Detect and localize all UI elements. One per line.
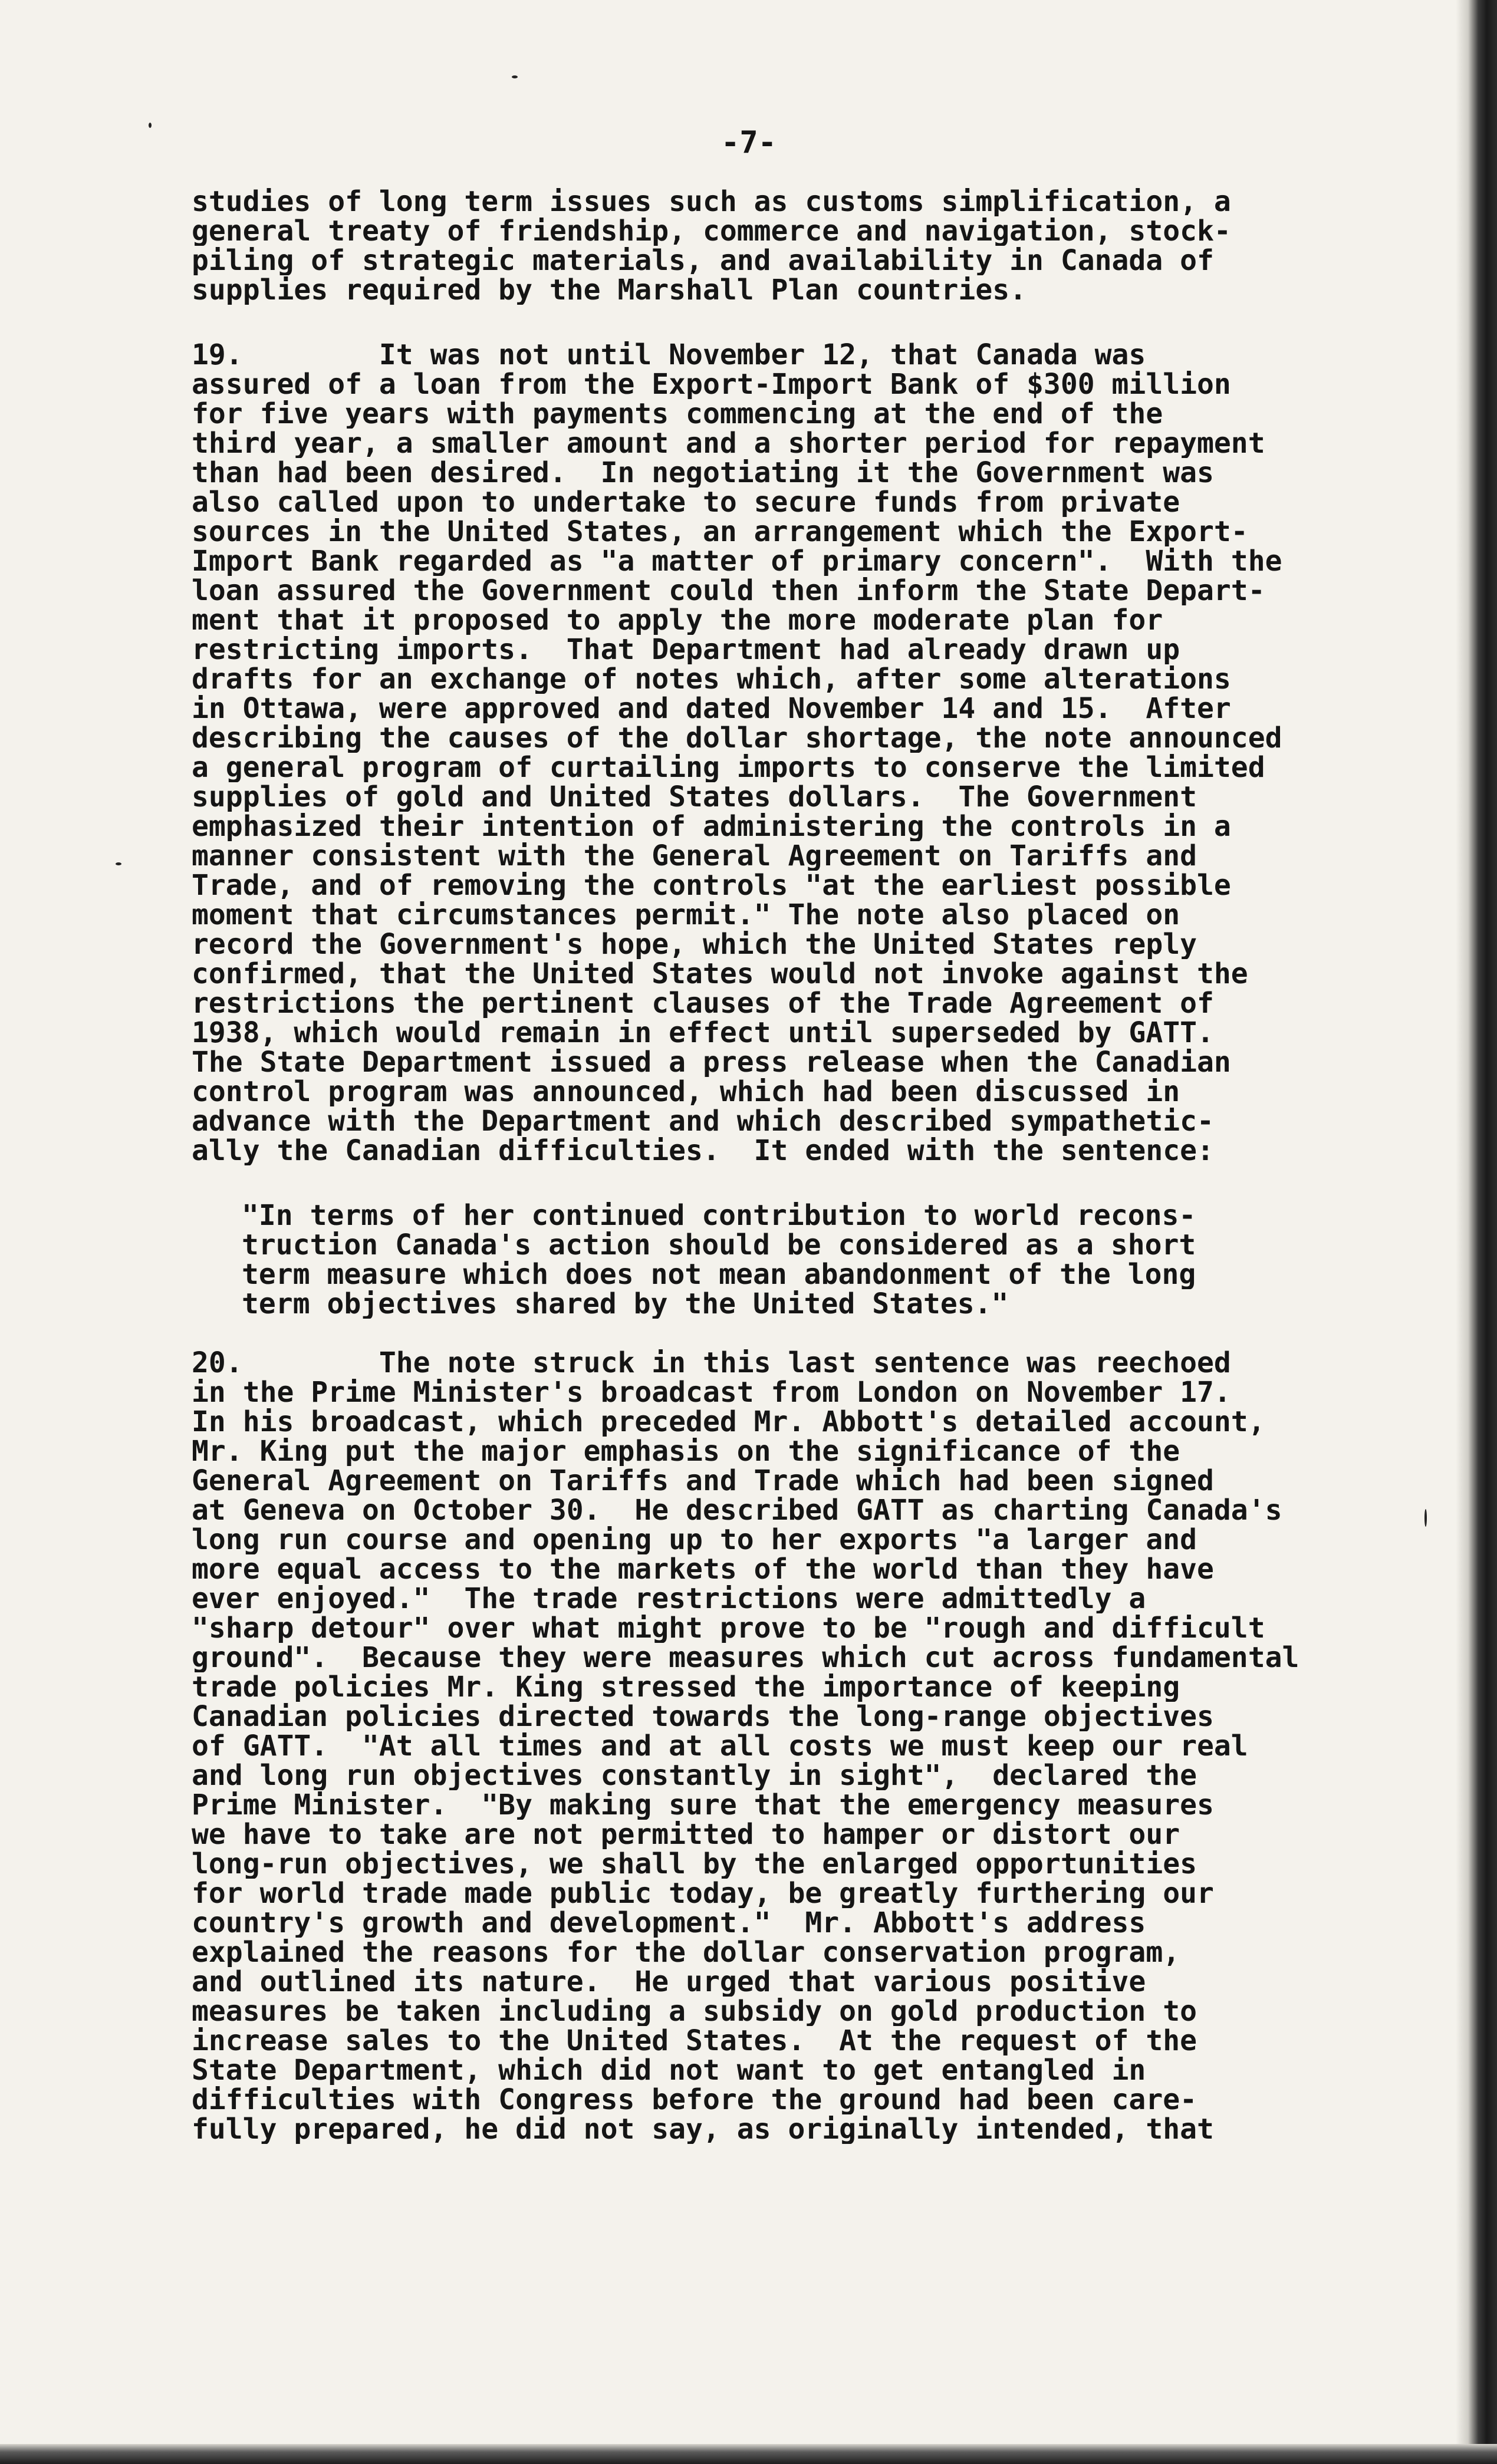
text-line: restricting imports. That Department had already drawn up	[192, 635, 1180, 664]
text-line: Canadian policies directed towards the long-range objectives	[192, 1702, 1214, 1731]
block-quote	[242, 1201, 1303, 1319]
text-line: Trade, and of removing the controls "at the earliest possible	[192, 871, 1231, 900]
text-line: drafts for an exchange of notes which, after some alterations	[192, 664, 1231, 694]
text-line: Mr. King put the major emphasis on the significance of the	[192, 1437, 1180, 1466]
text-line: fully prepared, he did not say, as originally intended, that	[192, 2114, 1214, 2144]
text-line: for world trade made public today, be greatly furthering our	[192, 1879, 1214, 1908]
text-line: more equal access to the markets of the world than they have	[192, 1554, 1214, 1584]
text-line: truction Canada's action should be considered as a short	[242, 1230, 1196, 1260]
text-line: ever enjoyed." The trade restrictions were admittedly a	[192, 1584, 1146, 1613]
text-line: trade policies Mr. King stressed the importance of keeping	[192, 1672, 1180, 1702]
text-line: and long run objectives constantly in sight", declared the	[192, 1761, 1197, 1790]
text-line: ally the Canadian difficulties. It ended with the sentence:	[192, 1136, 1214, 1165]
text-line: moment that circumstances permit." The note also placed on	[192, 900, 1180, 930]
text-line: The State Department issued a press release when the Canadian	[192, 1047, 1231, 1077]
text-line: advance with the Department and which described sympathetic-	[192, 1106, 1214, 1136]
text-line: record the Government's hope, which the United States reply	[192, 930, 1197, 959]
text-line: term measure which does not mean abandonment of the long	[242, 1260, 1196, 1289]
text-line: supplies of gold and United States dollars. The Government	[192, 782, 1197, 812]
text-line: "sharp detour" over what might prove to be "rough and difficult	[192, 1613, 1265, 1643]
text-line: at Geneva on October 30. He described GATT as charting Canada's	[192, 1495, 1282, 1525]
text-line: 20. The note struck in this last sentence was reechoed	[192, 1348, 1231, 1378]
scan-speck	[512, 75, 518, 78]
text-line: than had been desired. In negotiating it the Government was	[192, 458, 1214, 487]
text-line: measures be taken including a subsidy on gold production to	[192, 1997, 1197, 2026]
text-line: piling of strategic materials, and availability in Canada of	[192, 246, 1214, 275]
text-line: also called upon to undertake to secure funds from private	[192, 487, 1180, 517]
text-line: sources in the United States, an arrangement which the Export-	[192, 517, 1248, 546]
text-line: we have to take are not permitted to hamper or distort our	[192, 1820, 1180, 1849]
text-line: long run course and opening up to her exports "a larger and	[192, 1525, 1197, 1554]
text-line: in the Prime Minister's broadcast from London on November 17.	[192, 1378, 1231, 1407]
paragraph-19	[192, 340, 1359, 1165]
text-line: increase sales to the United States. At the request of the	[192, 2026, 1197, 2055]
text-line: ment that it proposed to apply the more moderate plan for	[192, 605, 1163, 635]
text-line: in Ottawa, were approved and dated November 14 and 15. After	[192, 694, 1231, 723]
text-line: emphasized their intention of administering the controls in a	[192, 812, 1231, 841]
text-line: difficulties with Congress before the ground had been care-	[192, 2085, 1197, 2114]
text-line: supplies required by the Marshall Plan countries.	[192, 275, 1027, 305]
text-line: a general program of curtailing imports to conserve the limited	[192, 753, 1265, 782]
text-line: assured of a loan from the Export-Import Bank of $300 million	[192, 370, 1231, 399]
text-line: confirmed, that the United States would not invoke against the	[192, 959, 1248, 989]
page-edge-shadow	[1456, 0, 1497, 2464]
text-line: long-run objectives, we shall by the enlarged opportunities	[192, 1849, 1197, 1879]
text-line: 19. It was not until November 12, that Canada was	[192, 340, 1146, 370]
text-line: 1938, which would remain in effect until superseded by GATT.	[192, 1018, 1214, 1047]
text-line: of GATT. "At all times and at all costs we must keep our real	[192, 1731, 1248, 1761]
text-line: loan assured the Government could then inform the State Depart-	[192, 576, 1265, 605]
text-line: ground". Because they were measures which cut across fundamental	[192, 1643, 1299, 1672]
text-line: for five years with payments commencing at the end of the	[192, 399, 1163, 429]
text-line: restrictions the pertinent clauses of the Trade Agreement of	[192, 989, 1214, 1018]
text-line: Import Bank regarded as "a matter of primary concern". With the	[192, 546, 1282, 576]
text-line: and outlined its nature. He urged that various positive	[192, 1967, 1146, 1997]
text-line: describing the causes of the dollar shortage, the note announced	[192, 723, 1282, 753]
intro-paragraph	[192, 187, 1359, 305]
text-line: country's growth and development." Mr. Abbott's address	[192, 1908, 1146, 1938]
text-line: manner consistent with the General Agreement on Tariffs and	[192, 841, 1197, 871]
text-line: control program was announced, which had been discussed in	[192, 1077, 1180, 1106]
text-line: third year, a smaller amount and a shorter period for repayment	[192, 429, 1265, 458]
text-line: In his broadcast, which preceded Mr. Abbott's detailed account,	[192, 1407, 1265, 1437]
scan-speck	[149, 123, 152, 128]
text-line: explained the reasons for the dollar conservation program,	[192, 1938, 1180, 1967]
text-line: "In terms of her continued contribution to world recons-	[242, 1201, 1196, 1230]
page-bottom-shadow	[0, 2444, 1497, 2464]
page-number: -7-	[721, 125, 777, 160]
text-line: State Department, which did not want to get entangled in	[192, 2055, 1146, 2085]
paragraph-20	[192, 1348, 1359, 2144]
scan-speck	[1424, 1509, 1427, 1527]
text-line: term objectives shared by the United States."	[242, 1289, 1009, 1319]
text-line: general treaty of friendship, commerce and navigation, stock-	[192, 216, 1231, 246]
scan-speck	[116, 862, 121, 865]
text-line: Prime Minister. "By making sure that the emergency measures	[192, 1790, 1214, 1820]
text-line: General Agreement on Tariffs and Trade which had been signed	[192, 1466, 1214, 1495]
text-line: studies of long term issues such as customs simplification, a	[192, 187, 1231, 216]
